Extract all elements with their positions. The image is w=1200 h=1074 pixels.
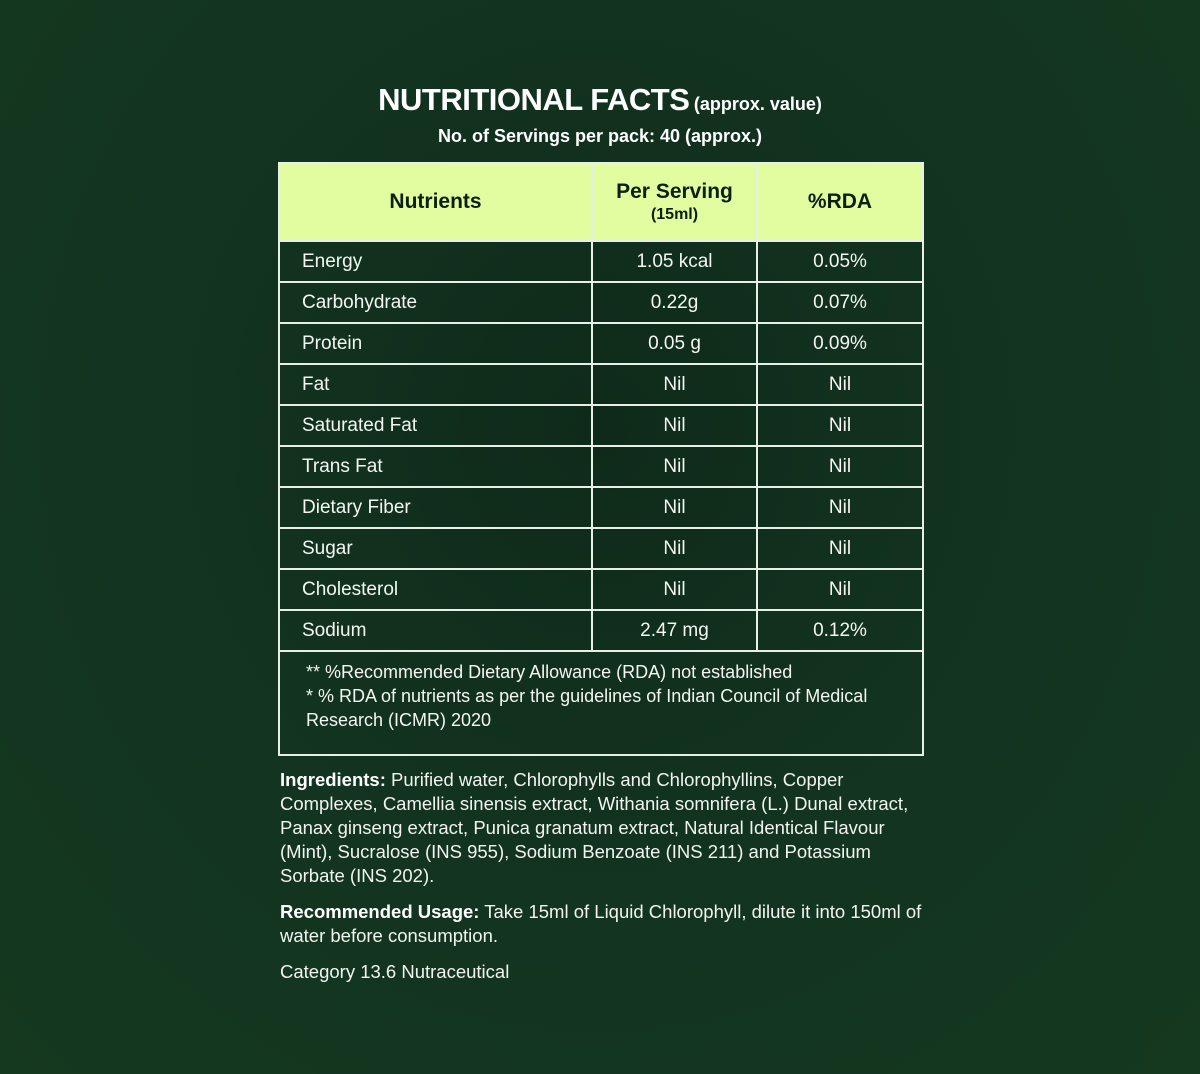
- table-row: [279, 405, 923, 446]
- table-row: [279, 282, 923, 323]
- per-serving-value: Nil: [592, 569, 757, 610]
- table-row: [279, 241, 923, 282]
- title-qualifier: (approx. value): [693, 94, 822, 114]
- nutrient-name: Protein: [279, 323, 592, 364]
- ingredients-text: Purified water, Chlorophylls and Chlorophyllins, Copper Complexes, Camellia sinensis extract, Withania somnifera (L.) Dunal extract, Panax ginseng extract, Punica granatum extract, Natural Identical Flavour (Mint), Sucralose (INS 955), Sodium Benzoate (INS 211) and Potassium Sorbate (INS 202).: [280, 769, 909, 886]
- servings-per-pack: No. of Servings per pack: 40 (approx.): [437, 126, 763, 146]
- per-serving-value: Nil: [592, 446, 757, 487]
- header-per-serving-unit: (15ml): [650, 206, 699, 223]
- rda-note-not-established: ** %Recommended Dietary Allowance (RDA) not established: [306, 662, 793, 682]
- rda-value: Nil: [757, 364, 923, 405]
- nutrient-name: Sodium: [279, 610, 592, 651]
- nutrient-name: Trans Fat: [279, 446, 592, 487]
- ingredients-label: Ingredients:: [280, 769, 386, 790]
- rda-value: 0.05%: [757, 241, 923, 282]
- nutrient-name: Fat: [279, 364, 592, 405]
- table-row: [279, 364, 923, 405]
- per-serving-value: 0.05 g: [592, 323, 757, 364]
- rda-value: Nil: [757, 446, 923, 487]
- table-row: [279, 528, 923, 569]
- table-row: [279, 487, 923, 528]
- header-rda: %RDA: [757, 163, 923, 241]
- nutrient-name: Sugar: [279, 528, 592, 569]
- table-row: [279, 569, 923, 610]
- rda-value: Nil: [757, 405, 923, 446]
- per-serving-value: 0.22g: [592, 282, 757, 323]
- rda-note-icmr: * % RDA of nutrients as per the guidelines of Indian Council of Medical Research (ICMR) 2020: [306, 686, 868, 730]
- rda-value: Nil: [757, 569, 923, 610]
- header-nutrients: Nutrients: [279, 163, 592, 241]
- table-notes: [279, 651, 923, 755]
- nutrient-name: Saturated Fat: [279, 405, 592, 446]
- header-per-serving: [592, 163, 757, 241]
- nutrient-name: Energy: [279, 241, 592, 282]
- table-row: [279, 323, 923, 364]
- title-block: [0, 82, 1200, 148]
- category-text: Category 13.6 Nutraceutical: [280, 961, 510, 982]
- nutrient-name: Dietary Fiber: [279, 487, 592, 528]
- product-info: [280, 768, 930, 996]
- ingredients-paragraph: [280, 768, 930, 888]
- per-serving-value: 1.05 kcal: [592, 241, 757, 282]
- rda-value: Nil: [757, 487, 923, 528]
- table-header-row: [279, 163, 923, 241]
- per-serving-value: 2.47 mg: [592, 610, 757, 651]
- usage-text: Take 15ml of Liquid Chlorophyll, dilute it into 150ml of water before consumption.: [280, 901, 922, 946]
- usage-paragraph: [280, 900, 930, 948]
- header-per-serving-label: Per Serving: [616, 180, 733, 203]
- nutrient-name: Cholesterol: [279, 569, 592, 610]
- table-row: [279, 610, 923, 651]
- table-row: [279, 446, 923, 487]
- rda-value: 0.09%: [757, 323, 923, 364]
- rda-value: 0.12%: [757, 610, 923, 651]
- nutrient-name: Carbohydrate: [279, 282, 592, 323]
- title-line: [0, 82, 1200, 124]
- table-notes-row: [279, 651, 923, 755]
- usage-label: Recommended Usage:: [280, 901, 480, 922]
- per-serving-value: Nil: [592, 405, 757, 446]
- rda-value: 0.07%: [757, 282, 923, 323]
- per-serving-value: Nil: [592, 364, 757, 405]
- per-serving-value: Nil: [592, 528, 757, 569]
- rda-value: Nil: [757, 528, 923, 569]
- per-serving-value: Nil: [592, 487, 757, 528]
- page-title: NUTRITIONAL FACTS: [378, 82, 690, 117]
- nutrition-table: [278, 162, 924, 756]
